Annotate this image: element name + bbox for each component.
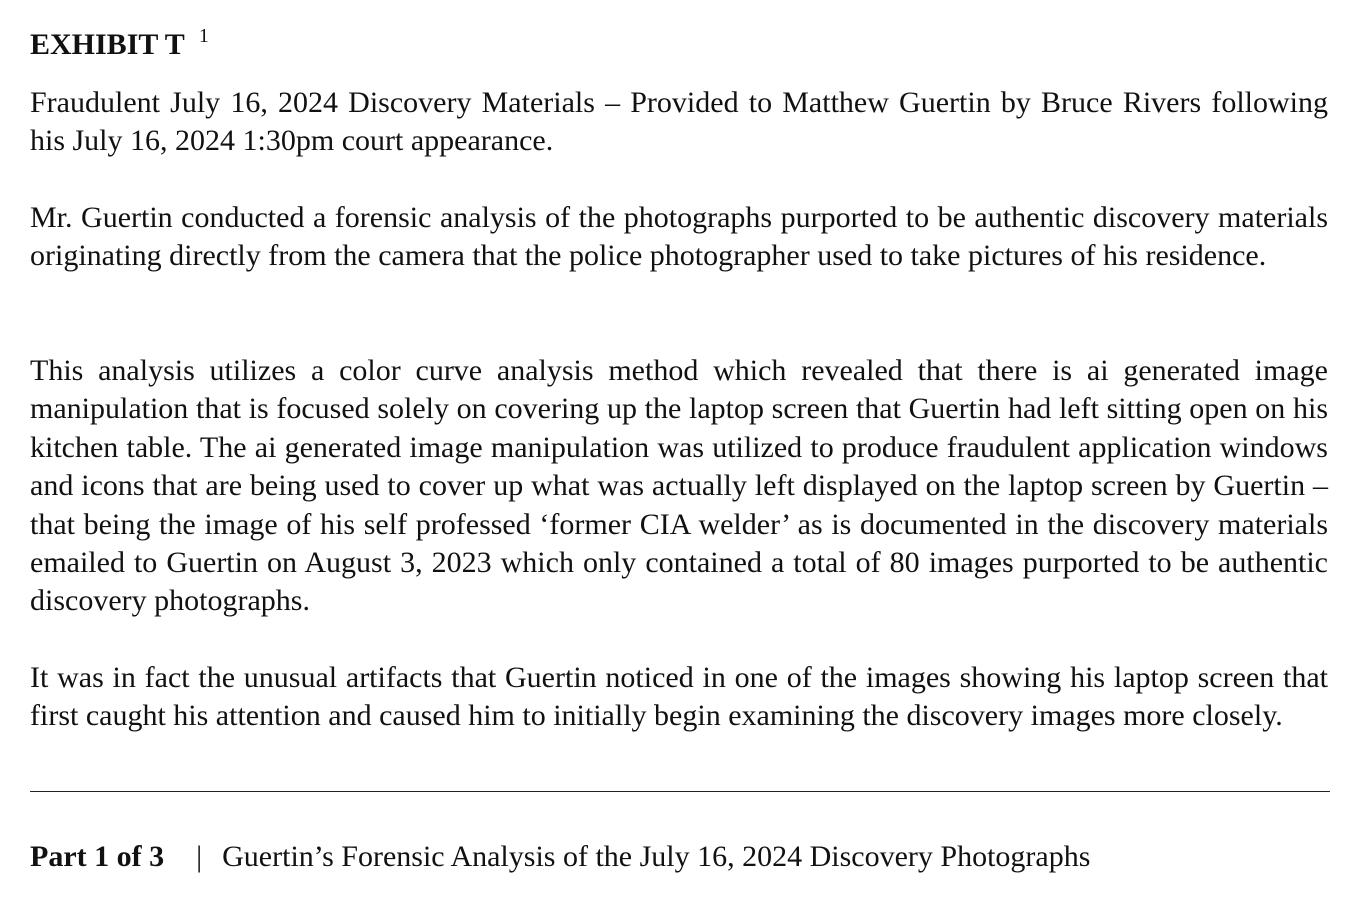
paragraph-color-curve-analysis: This analysis utilizes a color curve analysis method which revealed that there is ai generated image manipulation that is focused solely on covering up the laptop screen that Guertin had left sitting open on his kitchen table. The ai generated image manipulation was utilized to produce fraudulent application windows and icons that are being used to cover up what was actually left displayed on the laptop screen by Guertin – that being the image of his self professed ‘former CIA welder’ as is documented in the discovery materials emailed to Guertin on August 3, 2023 which only contained a total of 80 images purported to be authentic discovery photographs. xyxy=(30,354,1328,618)
horizontal-divider xyxy=(30,791,1330,792)
page-number: 1 xyxy=(198,25,209,47)
footer-part-label: Part 1 of 3 xyxy=(30,840,165,873)
footer-separator: | xyxy=(196,840,203,873)
footer-title: Guertin’s Forensic Analysis of the July 16, 2024 Discovery Photographs xyxy=(222,840,1091,873)
document-footer xyxy=(30,838,1090,876)
paragraph-forensic-analysis: Mr. Guertin conducted a forensic analysis of the photographs purported to be authentic discovery materials originating directly from the camera that the police photographer used to take pictures of his residence. xyxy=(30,201,1328,273)
exhibit-title: EXHIBIT T xyxy=(30,28,185,61)
exhibit-heading xyxy=(30,27,209,66)
paragraph-unusual-artifacts: It was in fact the unusual artifacts that Guertin noticed in one of the images showing his laptop screen that first caught his attention and caused him to initially begin examining the discovery images more closely. xyxy=(30,661,1328,733)
paragraph-intro: Fraudulent July 16, 2024 Discovery Materials – Provided to Matthew Guertin by Bruce Rivers following his July 16, 2024 1:30pm court appearance. xyxy=(30,86,1328,158)
